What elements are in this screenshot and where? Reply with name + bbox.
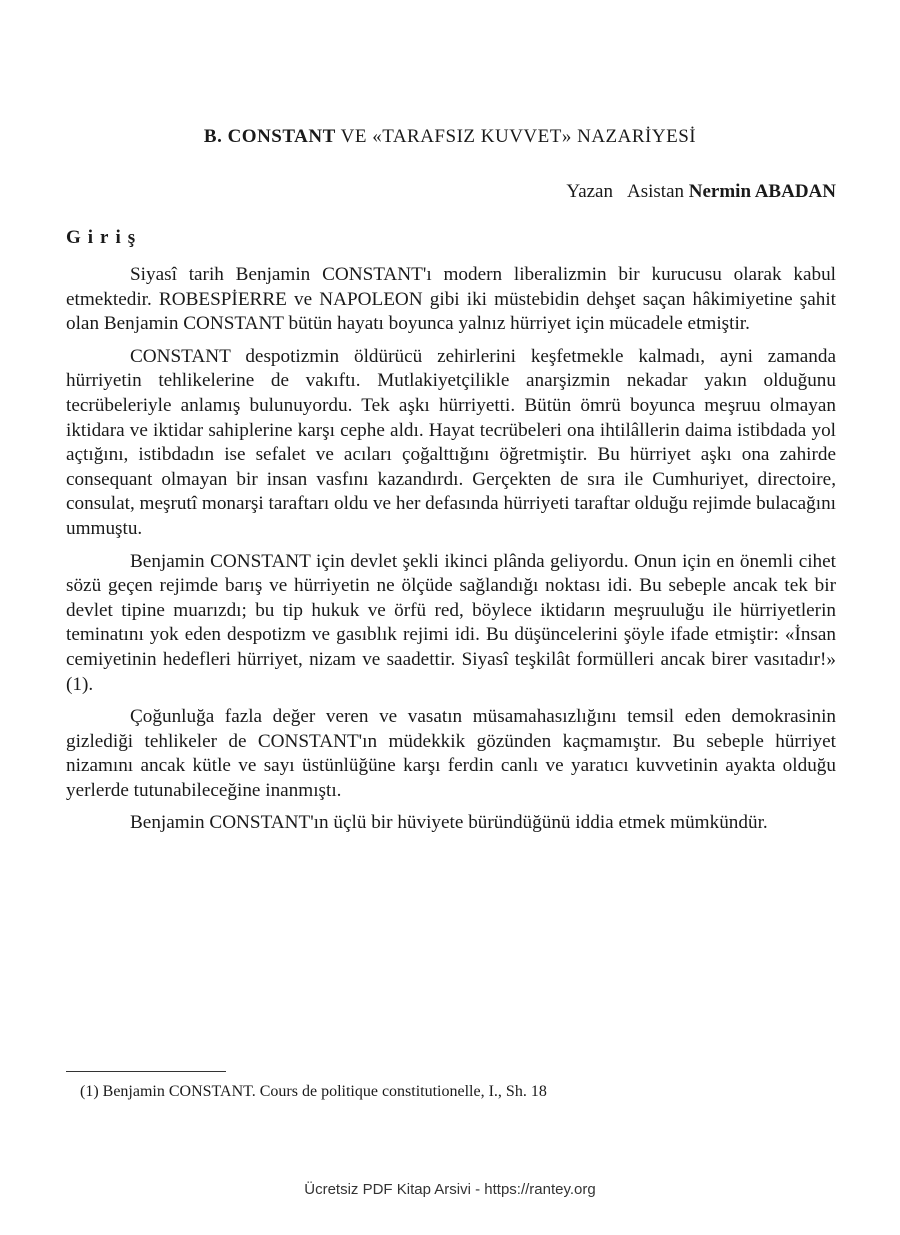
- site-footer-text: Ücretsiz PDF Kitap Arsivi - https://rantey.org: [304, 1181, 596, 1198]
- section-heading: Giriş: [66, 227, 143, 248]
- paragraph: Benjamin CONSTANT için devlet şekli ikinci plânda geliyordu. Onun için en önemli cihet sözü geçen rejimde barış ve hürriyetin ne ölçüde sağlandığı noktası idi. Bu sebeple ancak tek bir devlet tipine muarızdı; bu tip hukuk ve örfü red, böylece iktidarın meşruuluğu ile hürriyetlerin teminatını yok eden despotizm ve gasıblık rejimi idi. Bu düşüncelerini şöyle ifade etmiştir: «İnsan cemiyetinin hedefleri hürriyet, nizam ve saadettir. Siyasî teşkilât formülleri ancak birer vasıtadır!» (1).: [66, 550, 836, 695]
- author-prefix: Yazan: [566, 181, 613, 202]
- page-title-bold: B. CONSTANT: [203, 126, 336, 147]
- paragraph: Çoğunluğa fazla değer veren ve vasatın müsamahasızlığını temsil eden demokrasinin gizlediği tehlikeler de CONSTANT'ın müdekkik gözünden kaçmamıştır. Bu sebeple hürriyet nizamını ancak kütle ve sayı üstünlüğüne karşı ferdin canlı ve yaratıcı kuvvetinin ayakta olduğu yerlerde tutunabileceğine inanmıştı.: [66, 706, 836, 801]
- page-title: [0, 126, 900, 148]
- footnote-divider: [66, 1071, 226, 1072]
- author-name: Nermin ABADAN: [688, 181, 836, 202]
- author-role: Asistan: [627, 181, 689, 202]
- paragraph: Benjamin CONSTANT'ın üçlü bir hüviyete büründüğünü iddia etmek mümkündür.: [130, 812, 768, 834]
- paragraph: Siyasî tarih Benjamin CONSTANT'ı modern liberalizmin bir kurucusu olarak kabul etmektedir. ROBESPİERRE ve NAPOLEON gibi iki müstebidin dehşet saçan hâkimiyetine şahit olan Benjamin CONSTANT bütün hayatı boyunca yalnız hürriyet için mücadele etmiştir.: [66, 264, 836, 335]
- paragraph: CONSTANT despotizmin öldürücü zehirlerini keşfetmekle kalmadı, ayni zamanda hürriyetin tehlikelerine de vakıftı. Mutlakiyetçilikle anarşizmin nekadar yakın olduğunu tecrübeleriyle anlamış bulunuyordu. Tek aşkı hürriyetti. Bütün ömrü boyunca meşruu olmayan iktidara ve iktidar sahiplerine karşı cephe aldı. Hayat tecrübeleri ona ihtilâllerin daima istibdada yol açtığını, istibdadın ise sefalet ve acıları çoğalttığını öğretmiştir. Bu hürriyet aşkı ona zahirde consequant olmayan bir insan vasfını kazandırdı. Gerçekten de sıra ile Cumhuriyet, directoire, consulat, meşrutî monarşi taraftarı oldu ve her defasında hürriyeti taraftar olduğu rejimde bulacağını ummuştu.: [66, 345, 836, 539]
- body-text: [66, 263, 836, 844]
- page-title-rest: VE «TARAFSIZ KUVVET» NAZARİYESİ: [335, 126, 697, 147]
- author-line: [566, 181, 836, 203]
- footnote: (1) Benjamin CONSTANT. Cours de politique constitutionelle, I., Sh. 18: [80, 1083, 547, 1100]
